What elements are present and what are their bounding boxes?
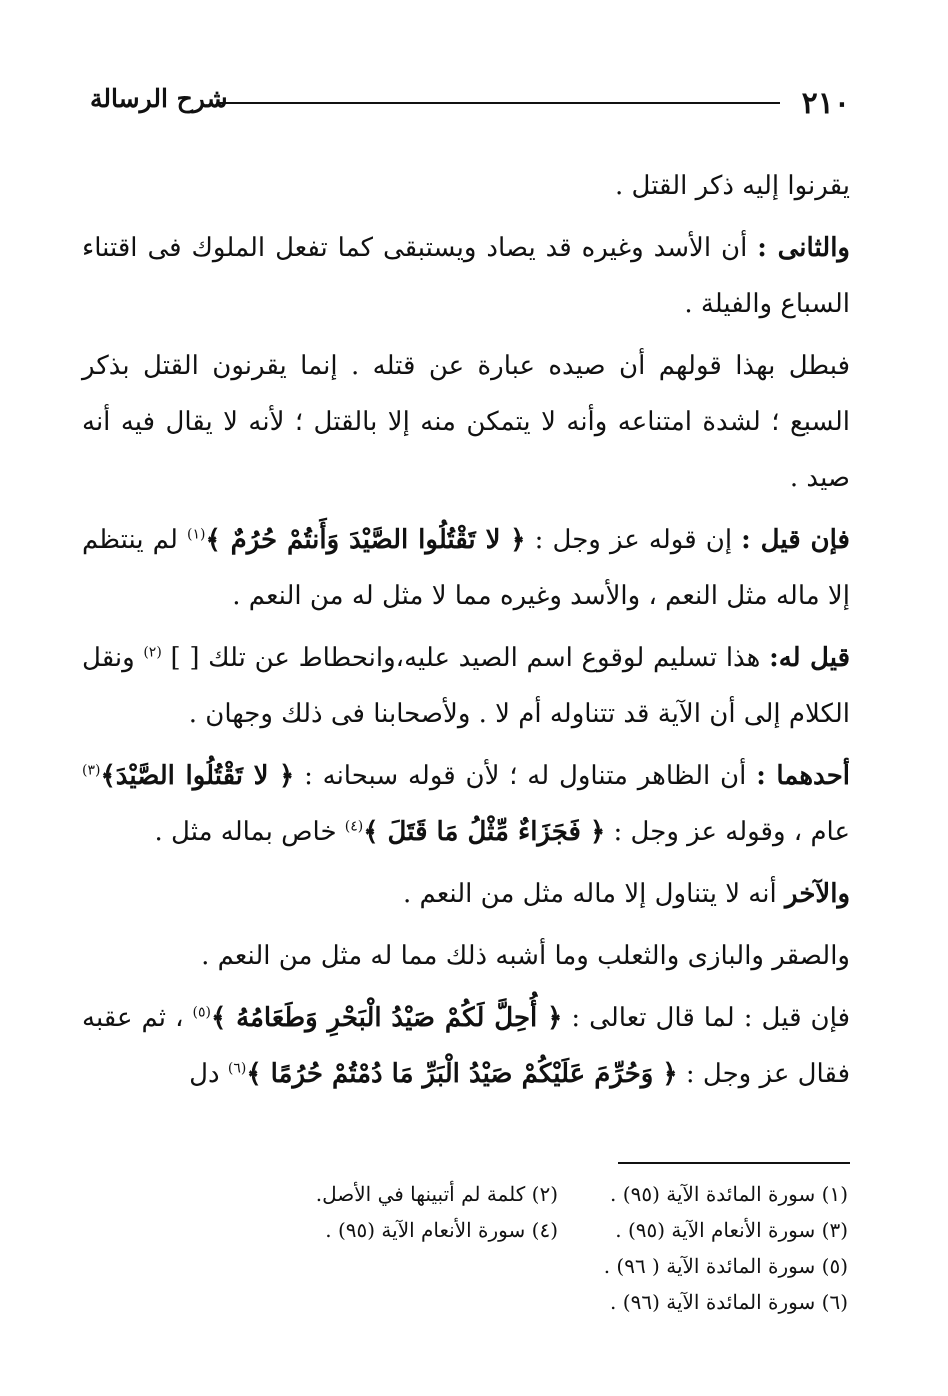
paragraph-text: أن الظاهر متناول له ؛ لأن قوله سبحانه : bbox=[294, 761, 757, 791]
paragraph-6 bbox=[82, 748, 850, 860]
paragraph-8 bbox=[82, 928, 850, 984]
paragraph-lead: قيل له: bbox=[769, 643, 850, 673]
footnote-3: (٣) سورة الأنعام الآية (٩٥) . bbox=[615, 1218, 848, 1242]
quran-verse: ﴿ لا تَقْتُلُوا الصَّيْدَ﴾ bbox=[100, 761, 295, 791]
paragraph-text: دل bbox=[189, 1059, 228, 1089]
paragraph-text: خاص بماله مثل . bbox=[154, 817, 345, 847]
footnote-ref: (٦) bbox=[227, 1060, 247, 1077]
paragraph-text: والصقر والبازى والثعلب وما أشبه ذلك مما له مثل من النعم . bbox=[201, 941, 850, 971]
paragraph-text: إن قوله عز وجل : bbox=[525, 525, 742, 555]
quran-verse: ﴿ لا تَقْتُلُوا الصَّيْدَ وَأَنتُمْ حُرُمٌ ﴾ bbox=[205, 525, 526, 555]
paragraph-5 bbox=[82, 630, 850, 742]
footnote-row bbox=[90, 1248, 848, 1284]
quran-verse: ﴿ أُحِلَّ لَكُمْ صَيْدُ الْبَحْرِ وَطَعَامُهُ ﴾ bbox=[211, 1003, 563, 1033]
footnote-ref: (٢) bbox=[143, 644, 162, 661]
header-rule bbox=[218, 102, 780, 104]
paragraph-text: هذا تسليم لوقوع اسم الصيد عليه،وانحطاط عن تلك [ ] bbox=[161, 643, 770, 673]
footnote-2: (٢) كلمة لم أتبينها في الأصل. bbox=[315, 1182, 558, 1206]
paragraph-2 bbox=[82, 220, 850, 332]
page-number: ٢١٠ bbox=[801, 86, 850, 121]
paragraph-7 bbox=[82, 866, 850, 922]
paragraph-text: فبطل بهذا قولهم أن صيده عبارة عن قتله . إنما يقرنون القتل بذكر السبع ؛ لشدة امتناعه وأنه لا يتمكن منه إلا بالقتل ؛ لأنه لا يقال فيه أنه صيد . bbox=[82, 351, 850, 493]
footnote-rule bbox=[618, 1162, 850, 1164]
paragraph-text: عام ، وقوله عز وجل : bbox=[605, 817, 850, 847]
quran-verse: ﴿ فَجَزَاءٌ مِّثْلُ مَا قَتَلَ ﴾ bbox=[363, 817, 606, 847]
paragraph-text: ونقل الكلام إلى أن الآية قد تتناوله أم لا . ولأصحابنا فى ذلك وجهان . bbox=[82, 643, 850, 729]
paragraph-4 bbox=[82, 512, 850, 624]
footnote-ref: (٣) bbox=[82, 762, 101, 779]
footnote-row bbox=[90, 1176, 848, 1212]
paragraph-text: أن الأسد وغيره قد يصاد ويستبقى كما تفعل الملوك فى اقتناء السباع والفيلة . bbox=[82, 233, 850, 319]
footnote-4: (٤) سورة الأنعام الآية (٩٥) . bbox=[325, 1218, 558, 1242]
footnote-row bbox=[90, 1212, 848, 1248]
running-title: شرح الرسالة bbox=[90, 84, 228, 113]
footnote-6: (٦) سورة المائدة الآية (٩٦) . bbox=[610, 1290, 848, 1314]
footnote-5: (٥) سورة المائدة الآية ( ٩٦) . bbox=[603, 1254, 848, 1278]
footnote-ref: (٥) bbox=[192, 1004, 211, 1021]
footnote-ref: (١) bbox=[187, 526, 206, 543]
page-header bbox=[90, 72, 850, 122]
footnote-row bbox=[90, 1284, 848, 1320]
quran-verse: ﴿ وَحُرِّمَ عَلَيْكُمْ صَيْدُ الْبَرِّ مَا دُمْتُمْ حُرُمًا ﴾ bbox=[246, 1059, 678, 1089]
paragraph-text: فإن قيل : لما قال تعالى : bbox=[562, 1003, 850, 1033]
paragraph-lead: والآخر bbox=[784, 879, 850, 909]
paragraph-text: يقرنوا إليه ذكر القتل . bbox=[614, 171, 850, 201]
paragraph-text: أنه لا يتناول إلا ماله مثل من النعم . bbox=[403, 879, 785, 909]
main-text bbox=[82, 158, 850, 1108]
paragraph-text: لم ينتظم إلا ماله مثل النعم ، والأسد وغيره مما لا مثل له من النعم . bbox=[82, 525, 850, 611]
paragraph-text: ، ثم عقبه فقال عز وجل : bbox=[82, 1003, 850, 1089]
paragraph-1 bbox=[82, 158, 850, 214]
paragraph-3 bbox=[82, 338, 850, 506]
footnote-ref: (٤) bbox=[344, 818, 364, 835]
paragraph-lead: أحدهما : bbox=[756, 761, 850, 791]
paragraph-9 bbox=[82, 990, 850, 1102]
footnote-1: (١) سورة المائدة الآية (٩٥) . bbox=[610, 1182, 848, 1206]
paragraph-lead: فإن قيل : bbox=[741, 525, 850, 555]
paragraph-lead: والثانى : bbox=[757, 233, 850, 263]
footnotes bbox=[90, 1176, 848, 1320]
